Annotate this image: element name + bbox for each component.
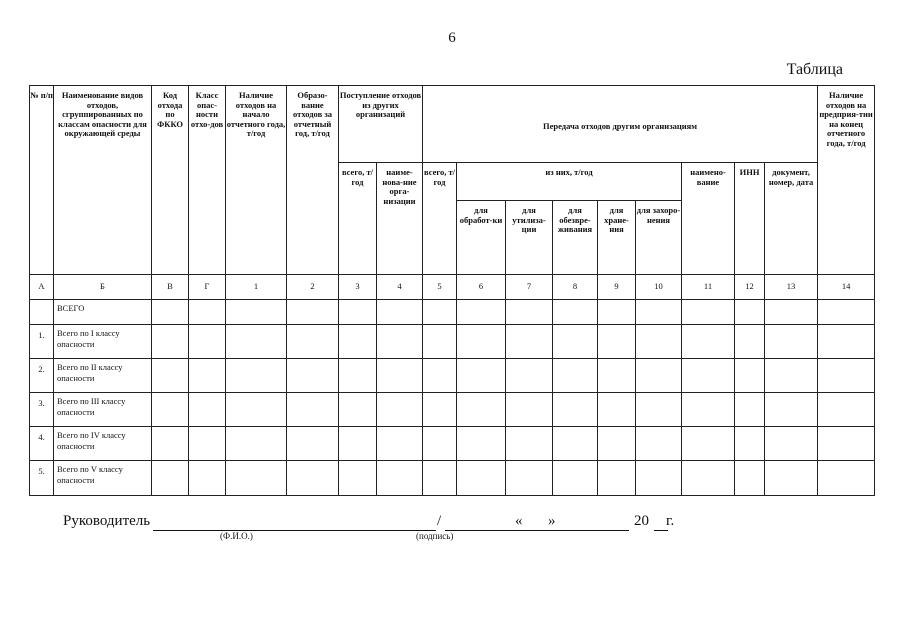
year-prefix: 20	[634, 513, 649, 529]
column-number: 13	[765, 275, 818, 300]
row-index: 5.	[30, 461, 54, 496]
header-inn: ИНН	[735, 163, 765, 275]
column-number: 1	[226, 275, 287, 300]
column-number: 9	[598, 275, 636, 300]
signature-line	[445, 530, 570, 531]
slash: /	[437, 513, 442, 529]
column-number: В	[152, 275, 189, 300]
header-transfer: Передача отходов другим организациям	[423, 86, 818, 163]
column-number: А	[30, 275, 54, 300]
year-suffix: г.	[666, 513, 675, 529]
row-label: Всего по III классу опасности	[54, 393, 152, 427]
day-line	[527, 530, 549, 531]
month-line	[561, 530, 629, 531]
header-for-burial: для захоро-нения	[636, 201, 682, 275]
header-for-neutralization: для обезвре-живания	[553, 201, 598, 275]
header-row-1	[30, 86, 875, 163]
quote-open: «	[515, 513, 523, 529]
row-index: 1.	[30, 325, 54, 359]
header-for-utilization: для утилиза-ции	[506, 201, 553, 275]
table-row	[30, 300, 875, 325]
row-index	[30, 300, 54, 325]
header-transfer-total: всего, т/год	[423, 163, 457, 275]
fio-line	[153, 530, 436, 531]
header-hazard-class: Класс опас-ности отхо-дов	[189, 86, 226, 275]
row-label: Всего по II классу опасности	[54, 359, 152, 393]
header-fkko-code: Код отхода по ФККО	[152, 86, 189, 275]
row-label: ВСЕГО	[54, 300, 152, 325]
header-org-name: наимено-вание	[682, 163, 735, 275]
page-number: 6	[448, 30, 456, 46]
signature-caption: (подпись)	[416, 531, 454, 541]
column-number: 4	[377, 275, 423, 300]
head-label: Руководитель	[63, 513, 151, 529]
header-waste-name: Наименование видов отходов, сгруппированных по классам опасности для окружающей среды	[54, 86, 152, 275]
column-number-row	[30, 275, 875, 300]
column-number: 8	[553, 275, 598, 300]
table-row	[30, 461, 875, 496]
quote-close: »	[548, 513, 556, 529]
table-row	[30, 325, 875, 359]
column-number: 3	[339, 275, 377, 300]
table-caption: Таблица	[786, 61, 843, 78]
table-row	[30, 393, 875, 427]
header-end-balance: Наличие отходов на предприя-тии на конец отчетного года, т/год	[818, 86, 875, 275]
column-number: 7	[506, 275, 553, 300]
column-number: Г	[189, 275, 226, 300]
column-number: 6	[457, 275, 506, 300]
column-number: 11	[682, 275, 735, 300]
row-label: Всего по IV классу опасности	[54, 427, 152, 461]
header-document: документ, номер, дата	[765, 163, 818, 275]
row-index: 4.	[30, 427, 54, 461]
year-line	[654, 530, 668, 531]
header-for-storage: для хране-ния	[598, 201, 636, 275]
table-row	[30, 359, 875, 393]
header-received: Поступление отходов из других организаций	[339, 86, 423, 163]
header-start-balance: Наличие отходов на начало отчетного года, т/год	[226, 86, 287, 275]
column-number: 12	[735, 275, 765, 300]
waste-report-table	[29, 85, 875, 496]
table-row	[30, 427, 875, 461]
column-number: 14	[818, 275, 875, 300]
row-index: 3.	[30, 393, 54, 427]
row-label: Всего по V классу опасности	[54, 461, 152, 496]
header-for-processing: для обработ-ки	[457, 201, 506, 275]
row-index: 2.	[30, 359, 54, 393]
header-number: № п/п	[30, 86, 54, 275]
fio-caption: (Ф.И.О.)	[220, 531, 253, 541]
header-of-which: из них, т/год	[457, 163, 682, 201]
header-received-total: всего, т/год	[339, 163, 377, 275]
column-number: 5	[423, 275, 457, 300]
column-number: Б	[54, 275, 152, 300]
row-label: Всего по I классу опасности	[54, 325, 152, 359]
column-number: 10	[636, 275, 682, 300]
header-formed: Образо-вание отходов за отчетный год, т/год	[287, 86, 339, 275]
header-received-org: наиме-нова-ние орга-низации	[377, 163, 423, 275]
signature-block	[63, 513, 823, 553]
column-number: 2	[287, 275, 339, 300]
